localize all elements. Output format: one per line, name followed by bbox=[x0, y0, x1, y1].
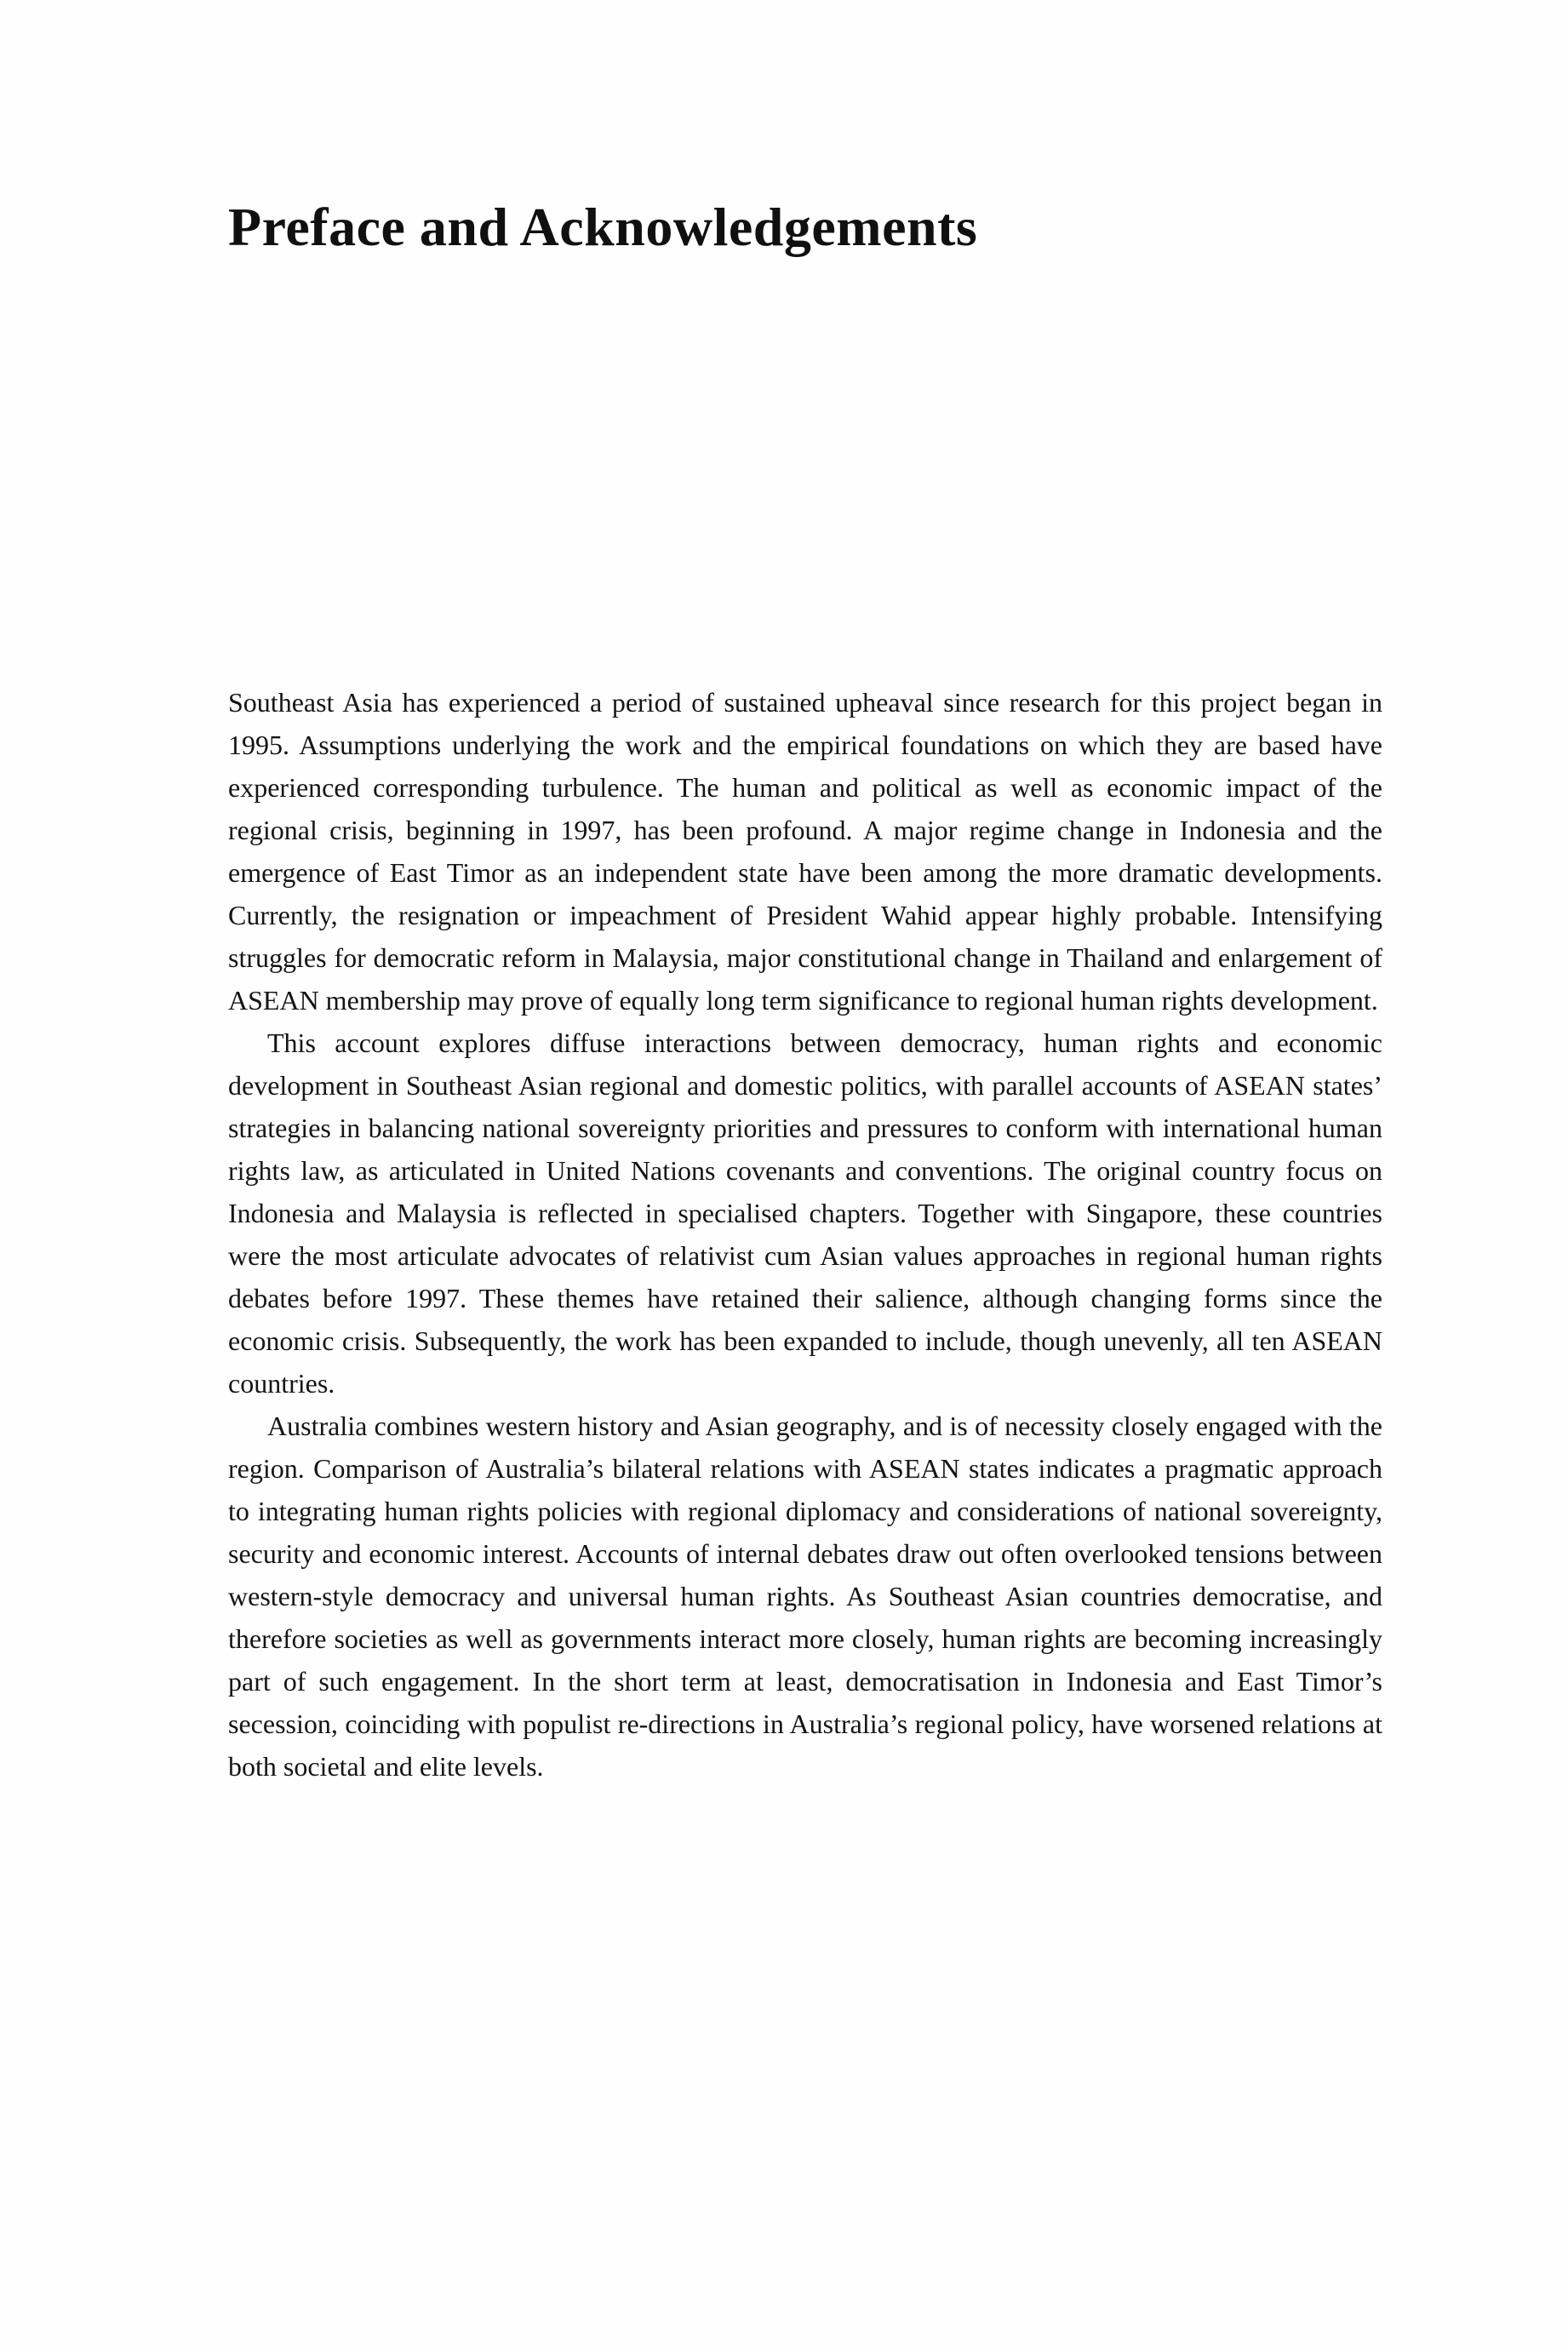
page-title: Preface and Acknowledgements bbox=[228, 197, 978, 257]
paragraph: Southeast Asia has experienced a period of sustained upheaval since research for this project began in 1995. Assumptions underlying the work and the empirical foundations on which they are based have experienced corresponding turbulence. The human and political as well as economic impact of the regional crisis, beginning in 1997, has been profound. A major regime change in Indonesia and the emergence of East Timor as an independent state have been among the more dramatic developments. Currently, the resignation or impeachment of President Wahid appear highly probable. Intensifying struggles for democratic reform in Malaysia, major constitutional change in Thailand and enlargement of ASEAN membership may prove of equally long term significance to regional human rights development. bbox=[228, 687, 1382, 1016]
paragraph: This account explores diffuse interactions between democracy, human rights and economic development in Southeast Asian regional and domestic politics, with parallel accounts of ASEAN states’ strategies in balancing national sovereignty priorities and pressures to conform with international human rights law, as articulated in United Nations covenants and conventions. The original country focus on Indonesia and Malaysia is reflected in specialised chapters. Together with Singapore, these countries were the most articulate advocates of relativist cum Asian values approaches in regional human rights debates before 1997. These themes have retained their salience, although changing forms since the economic crisis. Subsequently, the work has been expanded to include, though unevenly, all ten ASEAN countries. bbox=[228, 1027, 1382, 1399]
paragraph: Australia combines western history and Asian geography, and is of necessity closely engaged with the region. Comparison of Australia’s bilateral relations with ASEAN states indicates a pragmatic approach to integrating human rights policies with regional diplomacy and considerations of national sovereignty, security and economic interest. Accounts of internal debates draw out often overlooked tensions between western-style democracy and universal human rights. As Southeast Asian countries democratise, and therefore societies as well as governments interact more closely, human rights are becoming increasingly part of such engagement. In the short term at least, democratisation in Indonesia and East Timor’s secession, coinciding with populist re-directions in Australia’s regional policy, have worsened relations at both societal and elite levels. bbox=[228, 1411, 1382, 1782]
body-text bbox=[228, 681, 1382, 1788]
